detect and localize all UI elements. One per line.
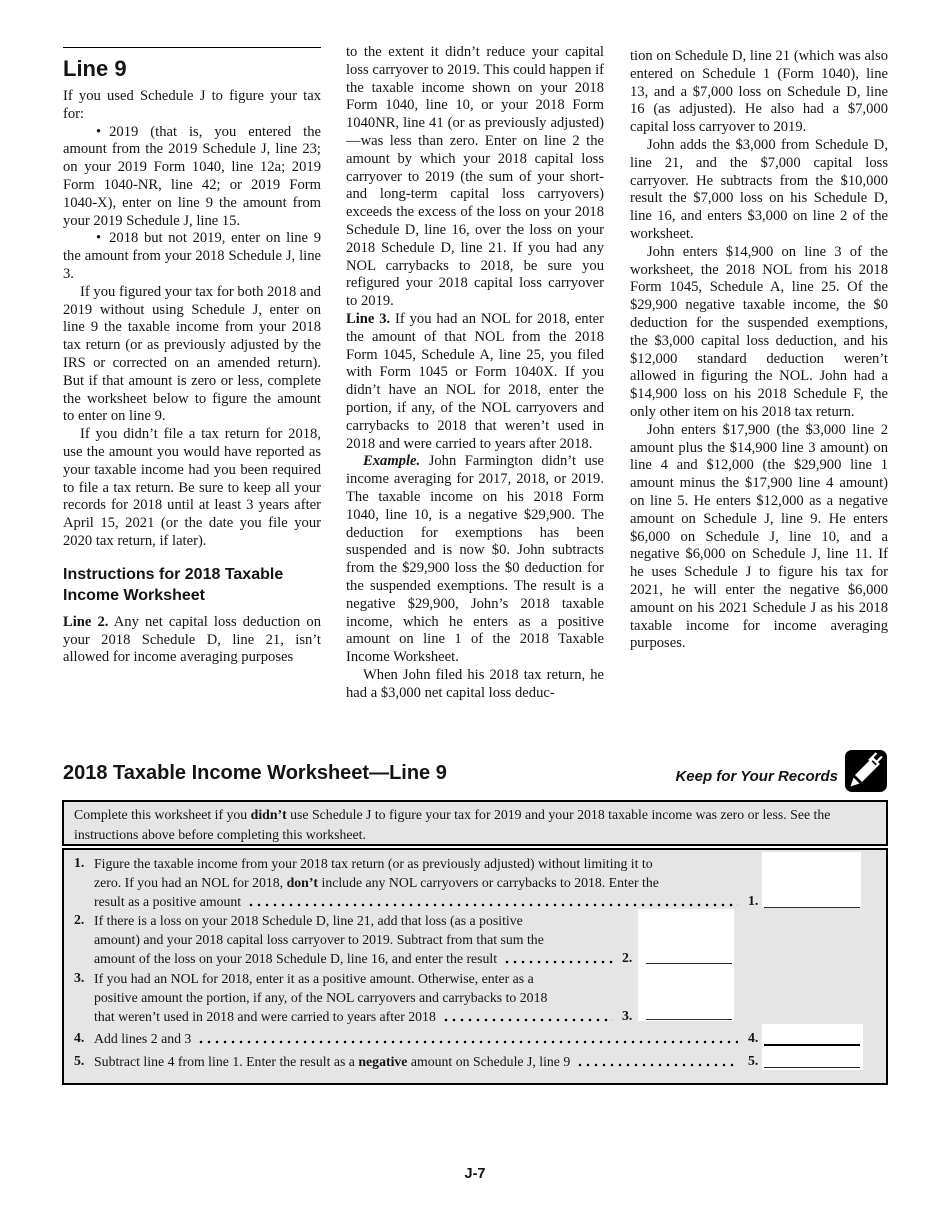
worksheet-title: 2018 Taxable Income Worksheet—Line 9	[63, 762, 447, 784]
example-text: John Farmington didn’t use income averaging for 2017, 2018, or 2019. The taxable income on his 2018 Form 1040, line 10, is a negative $29,900. The deduction for exemptions has been suspended and is now $0. John subtracts from the $29,900 loss the $0 deduction for the suspended exemptions. The result is a negative $29,900, John’s 2018 taxable income, which he enters as a positive amount on line 1 of the 2018 Taxable Income Worksheet.	[346, 453, 604, 666]
bullet-icon: •	[96, 123, 102, 140]
item5-line1-bold: negative	[358, 1054, 408, 1069]
item1-line3-text: result as a positive amount	[94, 894, 242, 909]
item5-line1	[94, 1053, 744, 1070]
paragraph-continuation: to the extent it didn’t reduce your capital loss carryover to 2019. This could happen if the taxable income shown on your 2018 Form 1040, line 10, or your 2018 Form 1040NR, line 41 (or as previously adjusted)—was less than zero. Enter on line 2 the amount by which your 2018 capital loss carryover to 2019 (the sum of your short- and long-term capital loss carryovers) exceeds the excess of the loss on your 2018 Schedule D, line 16, over the loss on your 2018 Schedule D, line 21. If you had any NOL carrybacks to 2018, be sure you refigured your 2018 capital loss carryover to 2019.	[346, 44, 604, 310]
item5-line1-pre: Subtract line 4 from line 1. Enter the result as a	[94, 1054, 359, 1069]
paragraph-both-years: If you figured your tax for both 2018 and 2019 without using Schedule J, enter on line 9 the taxable income from your 2018 tax return (or as previously adjusted by the IRS or corrected on an amended return). But if that amount is zero or less, complete the worksheet below to figure the amount to enter on line 9.	[63, 283, 321, 425]
entry-line-5	[764, 1067, 860, 1068]
item2-line1: If there is a loss on your 2018 Schedule D, line 21, add that loss (as a positive	[94, 913, 523, 928]
entry-line-1	[764, 907, 860, 908]
item-number: 2.	[74, 912, 85, 927]
item5-line1-post: amount on Schedule J, line 9	[407, 1054, 571, 1069]
paragraph-no-return: If you didn’t file a tax return for 2018, use the amount you would have reported as your taxable income had you been required to file a tax return. Be sure to keep all your records for 2018 until at least 3 years after April 15, 2021 (or the date you file your 2020 tax return, if later).	[63, 426, 321, 549]
line2-text: Any net capital loss deduction on your 2018 Schedule D, line 21, isn’t allowed for income averaging purposes	[63, 613, 321, 666]
item4-line1-text: Add lines 2 and 3	[94, 1031, 192, 1046]
entry-panel-lines-4-5	[762, 1024, 863, 1070]
page-number: J-7	[464, 1166, 486, 1182]
dot-leader	[247, 903, 738, 907]
pencil-icon	[845, 750, 887, 792]
item3-line1: If you had an NOL for 2018, enter it as a positive amount. Otherwise, enter as a	[94, 971, 534, 986]
item4-line1	[94, 1030, 744, 1047]
dot-leader	[576, 1063, 738, 1067]
example-label: Example.	[363, 453, 421, 470]
item1-line3	[94, 893, 744, 910]
section-rule	[63, 47, 321, 48]
line2-label: Line 2.	[63, 613, 109, 630]
item1-line2-post: include any NOL carryovers or carrybacks to 2018. Enter the	[318, 875, 659, 890]
dot-leader	[197, 1040, 738, 1044]
keep-for-records-label: Keep for Your Records	[675, 768, 838, 785]
worksheet-box	[62, 848, 888, 1085]
intro-bold: didn’t	[250, 807, 287, 822]
ref-number-2: 2.	[622, 950, 633, 965]
bullet-text: 2019 (that is, you entered the amount from the 2019 Schedule J, line 23; on your 2019 Form 1040, line 12a; 2019 Form 1040-NR, line 42; or 2019 Form 1040-X), enter on line 9 the amount from your 2019 Schedule J, line 15.	[63, 123, 321, 229]
intro-pre: Complete this worksheet if you	[74, 807, 251, 822]
section-heading: Line 9	[63, 56, 127, 81]
ref-number-3: 3.	[622, 1008, 633, 1023]
item-number: 5.	[74, 1053, 85, 1068]
item2-line2: amount) and your 2018 capital loss carryover to 2019. Subtract from that sum the	[94, 932, 544, 947]
column-3	[630, 48, 888, 653]
line3-label: Line 3.	[346, 310, 391, 327]
bullet-icon: •	[96, 230, 102, 247]
paragraph-john-adds: John adds the $3,000 from Schedule D, line 21, and the $7,000 capital loss carryover. He subtracts from the $10,000 result the $7,000 loss on his Schedule D, line 16, and enters $3,000 on line 2 of the worksheet.	[630, 136, 888, 242]
subsection-heading: Instructions for 2018 Taxable Income Worksheet	[63, 565, 284, 604]
paragraph-line3	[346, 311, 604, 453]
entry-line-4	[764, 1044, 860, 1046]
paragraph-intro: If you used Schedule J to figure your tax for:	[63, 88, 321, 122]
item-number: 3.	[74, 970, 85, 985]
column-1	[63, 40, 321, 667]
paragraph-john-enters-14900: John enters $14,900 on line 3 of the worksheet, the 2018 NOL from his 2018 Form 1045, Schedule A, line 25. Of the $29,900 negative taxable income, the $0 deduction for the suspended exemptions, the $3,000 capital loss deduction, and his $12,000 standard deduction weren’t allowed in figuring the NOL. John had a $14,900 loss on his 2018 Schedule F, the only other item on his 2018 tax return.	[630, 243, 888, 420]
item-number: 1.	[74, 855, 85, 870]
paragraph-line2	[63, 614, 321, 667]
paragraph-john-enters-17900: John enters $17,900 (the $3,000 line 2 amount plus the $14,900 line 3 amount) on line 4 and $12,000 (the $29,900 line 1 amount minus the $17,900 line 4 amount) on line 5. He enters $12,000 as a negative amount on Schedule J, line 9. He enters $6,000 on Schedule J, line 10, and a negative $6,000 on Schedule J, line 11. If he uses Schedule J to figure his tax for 2021, he will enter the negative $6,000 amount on his 2021 Schedule J as his 2018 taxable income for income averaging purposes.	[630, 421, 888, 652]
paragraph-when-filed: When John filed his 2018 tax return, he had a $3,000 net capital loss deduc-	[346, 666, 604, 701]
paragraph-continuation-2: tion on Schedule D, line 21 (which was also entered on Schedule 1 (Form 1040), line 13, and a $7,000 loss on Schedule D, line 16 (as adjusted). He also had a $7,000 capital loss carryover to 2019.	[630, 48, 888, 136]
item1-line2	[94, 874, 659, 891]
item3-line3-text: that weren’t used in 2018 and were carried to years after 2018	[94, 1009, 436, 1024]
entry-line-2	[646, 963, 732, 964]
item-number: 4.	[74, 1030, 85, 1045]
entry-line-3	[646, 1019, 732, 1020]
dot-leader	[442, 1018, 613, 1022]
ref-number-1: 1.	[748, 893, 759, 908]
column-2	[346, 44, 604, 702]
item3-line2: positive amount the portion, if any, of the NOL carryovers and carrybacks to 2018	[94, 990, 548, 1005]
item2-line3-text: amount of the loss on your 2018 Schedule D, line 16, and enter the result	[94, 951, 498, 966]
dot-leader	[503, 960, 613, 964]
item1-line2-pre: zero. If you had an NOL for 2018,	[94, 875, 287, 890]
intro-post: use Schedule J to figure your tax for 2019 and your 2018 taxable income was zero or less. See the instructions above before completing this worksheet.	[74, 807, 831, 842]
item1-line2-bold: don’t	[286, 875, 319, 890]
worksheet-intro-box	[62, 800, 888, 846]
item1-line1: Figure the taxable income from your 2018 tax return (or as previously adjusted) without limiting it to	[94, 856, 653, 871]
bullet-item-2018	[63, 230, 321, 283]
entry-panel-lines-2-3	[638, 909, 734, 1021]
ref-number-5: 5.	[748, 1053, 759, 1068]
item3-line3	[94, 1008, 619, 1025]
entry-panel-line-1	[762, 852, 861, 907]
paragraph-example	[346, 453, 604, 667]
bullet-text: 2018 but not 2019, enter on line 9 the amount from your 2018 Schedule J, line 3.	[63, 230, 321, 282]
ref-number-4: 4.	[748, 1030, 759, 1045]
bullet-item-2019	[63, 124, 321, 231]
item2-line3	[94, 950, 619, 967]
line3-text: If you had an NOL for 2018, enter the amount of that NOL from the 2018 Form 1045, Schedule A, line 25, you filed with Form 1045 or Form 1040X. If you didn’t have an NOL for 2018, enter the portion, if any, of the NOL carryovers and carrybacks to 2018 that weren’t used in 2018 and were carried to years after 2018.	[346, 310, 604, 452]
